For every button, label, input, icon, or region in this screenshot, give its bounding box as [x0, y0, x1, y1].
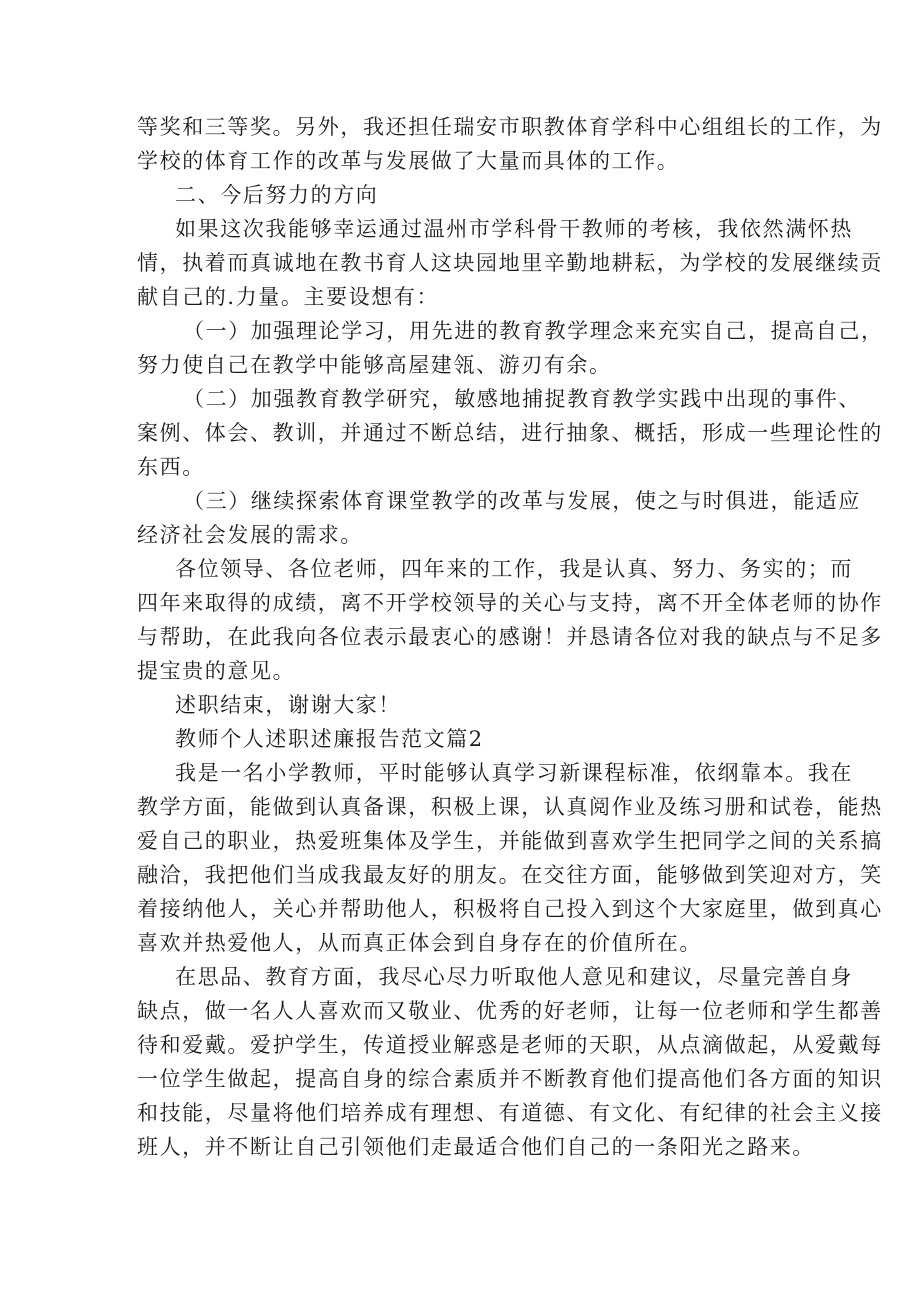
text-line: 经济社会发展的需求。	[137, 523, 363, 547]
text-line: 学校的体育工作的改革与发展做了大量而具体的工作。	[137, 149, 680, 173]
text-line: 融洽，我把他们当成我最友好的朋友。在交往方面，能够做到笑迎对方，笑	[137, 863, 883, 887]
text-line: 努力使自己在教学中能够高屋建瓴、游刃有余。	[137, 353, 612, 377]
section-heading: 二、今后努力的方向	[175, 183, 379, 207]
text-line: 案例、体会、教训，并通过不断总结，进行抽象、概括，形成一些理论性的	[137, 421, 883, 445]
text-line: 在思品、教育方面，我尽心尽力听取他人意见和建议，尽量完善自身	[175, 965, 853, 989]
text-line: 提宝贵的意见。	[137, 659, 296, 683]
list-item: （三）继续探索体育课堂教学的改革与发展，使之与时俱进，能适应	[183, 489, 861, 513]
list-item: （一）加强理论学习，用先进的教育教学理念来充实自己，提高自己，	[183, 319, 884, 343]
text-line: 教学方面，能做到认真备课，积极上课，认真阅作业及练习册和试卷，能热	[137, 795, 883, 819]
text-line: 一位学生做起，提高自身的综合素质并不断教育他们提高他们各方面的知识	[137, 1067, 883, 1091]
text-line: 情，执着而真诚地在教书育人这块园地里辛勤地耕耘，为学校的发展继续贡	[137, 251, 883, 275]
text-line: 与帮助，在此我向各位表示最衷心的感谢！并恳请各位对我的缺点与不足多	[137, 625, 883, 649]
text-line: 班人，并不断让自己引领他们走最适合他们自己的一条阳光之路来。	[137, 1135, 815, 1159]
text-line: 待和爱戴。爱护学生，传道授业解惑是老师的天职，从点滴做起，从爱戴每	[137, 1033, 883, 1057]
text-line: 等奖和三等奖。另外，我还担任瑞安市职教体育学科中心组组长的工作，为	[137, 115, 883, 139]
article-title: 教师个人述职述廉报告范文篇2	[175, 727, 484, 751]
text-line: 如果这次我能够幸运通过温州市学科骨干教师的考核，我依然满怀热	[175, 217, 853, 241]
text-line: 各位领导、各位老师，四年来的工作，我是认真、努力、务实的；而	[175, 557, 853, 581]
text-line: 东西。	[137, 455, 205, 479]
text-line: 述职结束，谢谢大家！	[175, 693, 401, 717]
text-line: 着接纳他人，关心并帮助他人，积极将自己投入到这个大家庭里，做到真心	[137, 897, 883, 921]
text-line: 缺点，做一名人人喜欢而又敬业、优秀的好老师，让每一位老师和学生都善	[137, 999, 883, 1023]
text-line: 和技能，尽量将他们培养成有理想、有道德、有文化、有纪律的社会主义接	[137, 1101, 883, 1125]
text-line: 喜欢并热爱他人，从而真正体会到自身存在的价值所在。	[137, 931, 702, 955]
text-line: 我是一名小学教师，平时能够认真学习新课程标准，依纲靠本。我在	[175, 761, 853, 785]
text-line: 四年来取得的成绩，离不开学校领导的关心与支持，离不开全体老师的协作	[137, 591, 883, 615]
list-item: （二）加强教育教学研究，敏感地捕捉教育教学实践中出现的事件、	[183, 387, 861, 411]
text-line: 献自己的.力量。主要设想有：	[137, 285, 440, 309]
text-line: 爱自己的职业，热爱班集体及学生，并能做到喜欢学生把同学之间的关系搞	[137, 829, 883, 853]
